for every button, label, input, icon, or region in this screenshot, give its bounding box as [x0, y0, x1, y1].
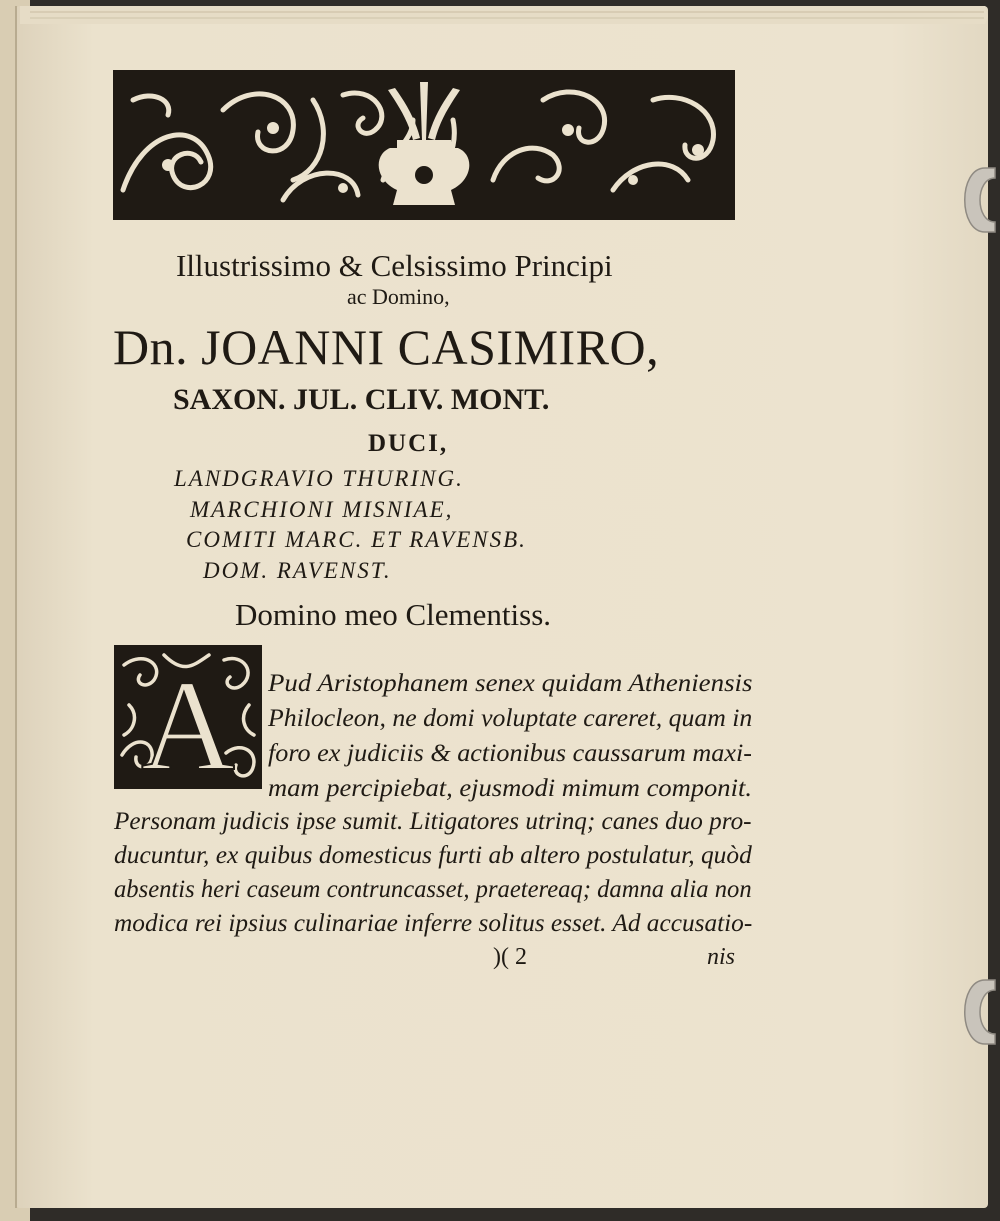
landgravio-line: LANDGRAVIO THURING.	[174, 466, 464, 491]
body-line-8: modica rei ipsius culinariae inferre solitus esset. Ad accusatio-	[114, 910, 753, 937]
body-line-6: ducuntur, ex quibus domesticus furti ab altero postulatur, quòd	[114, 842, 752, 869]
dom-line: DOM. RAVENST.	[203, 558, 392, 583]
body-line-1: Pud Aristophanem senex quidam Atheniensis	[268, 670, 753, 697]
body-line-5: Personam judicis ipse sumit. Litigatores utrinq; canes duo pro-	[114, 808, 752, 835]
domino-line: Domino meo Clementiss.	[235, 597, 552, 632]
signature-mark: )( 2	[493, 944, 527, 970]
dedicatee-titles: SAXON. JUL. CLIV. MONT.	[173, 383, 550, 416]
decorated-initial	[114, 645, 262, 789]
body-line-2: Philocleon, ne domi voluptate careret, quam in	[268, 705, 753, 732]
dedication-line-1: Illustrissimo & Celsissimo Principi	[176, 248, 613, 283]
initial-letter: A	[141, 654, 235, 789]
page-stack-top	[20, 6, 988, 24]
body-line-3: foro ex judiciis & actionibus caussarum maxi-	[268, 740, 752, 767]
duci-line: DUCI,	[368, 430, 449, 457]
headpiece-ornament	[113, 70, 735, 220]
body-line-4: mam percipiebat, ejusmodi mimum componit.	[268, 775, 752, 802]
dedication-line-2: ac Domino,	[347, 284, 450, 309]
marchioni-line: MARCHIONI MISNIAE,	[190, 497, 454, 522]
dedicatee-name: Dn. JOANNI CASIMIRO,	[113, 319, 660, 375]
catchword: nis	[707, 944, 736, 970]
comiti-line: COMITI MARC. ET RAVENSB.	[186, 527, 527, 552]
body-line-7: absentis heri caseum contruncasset, praetereaq; damna alia non	[114, 876, 752, 903]
